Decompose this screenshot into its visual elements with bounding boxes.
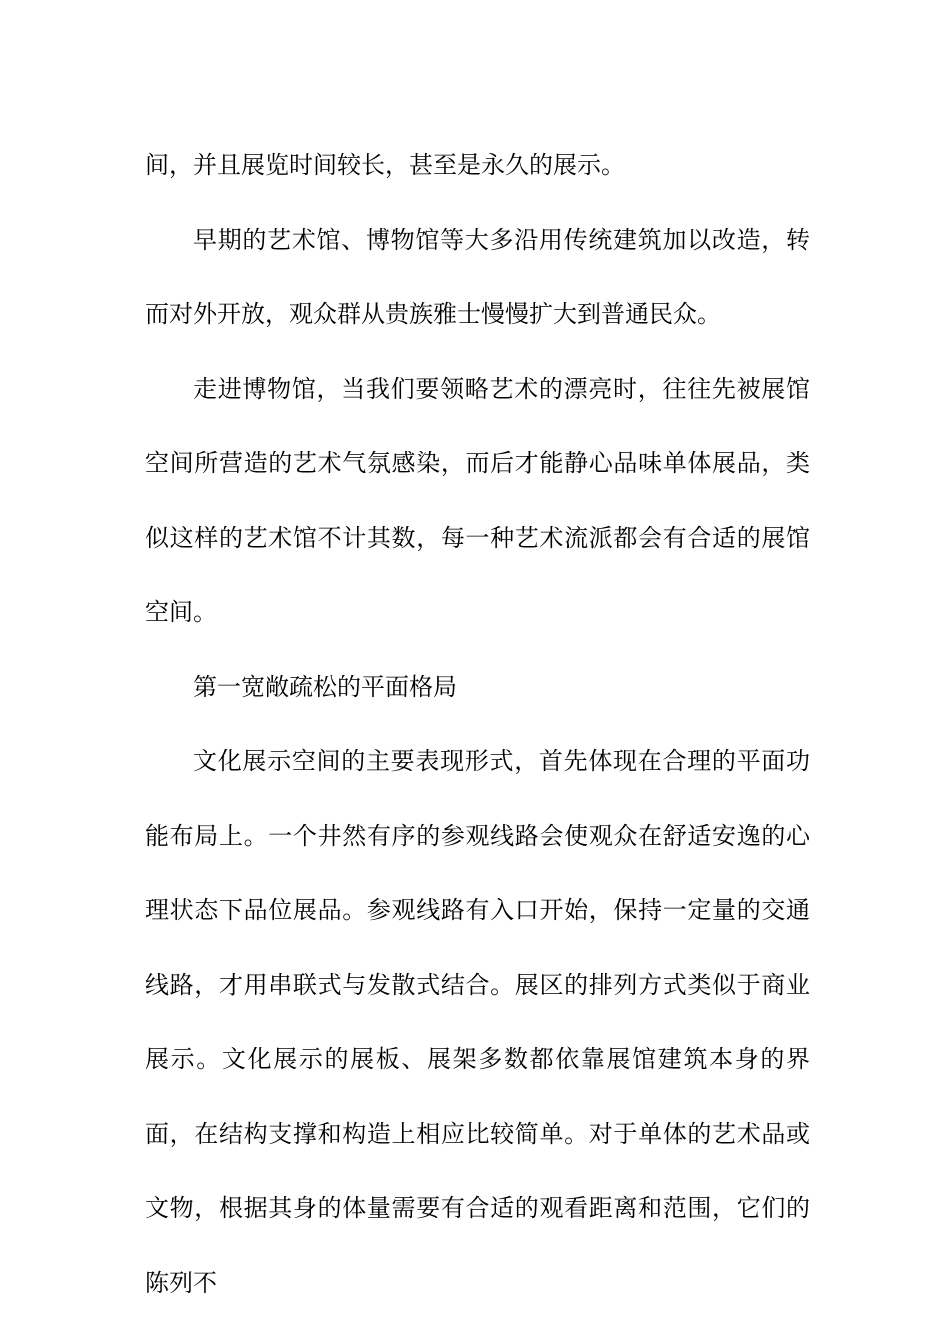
- paragraph-early-museums: 早期的艺术馆、博物馆等大多沿用传统建筑加以改造，转而对外开放，观众群从贵族雅士慢慢扩大到普通民众。: [145, 225, 810, 328]
- paragraph-continuation: 间，并且展览时间较长，甚至是永久的展示。: [145, 151, 625, 179]
- document-body: [145, 128, 810, 1320]
- paragraph-layout: 文化展示空间的主要表现形式，首先体现在合理的平面功能布局上。一个井然有序的参观线路会使观众在舒适安逸的心理状态下品位展品。参观线路有入口开始，保持一定量的交通线路，才用串联式与发散式结合。展区的排列方式类似于商业展示。文化展示的展板、展架多数都依靠展馆建筑本身的界面，在结构支撑和构造上相应比较简单。对于单体的艺术品或文物，根据其身的体量需要有合适的观看距离和范围，它们的陈列不: [145, 747, 810, 1297]
- section-heading: 第一宽敞疏松的平面格局: [193, 672, 457, 701]
- paragraph-entering-museum: 走进博物馆，当我们要领略艺术的漂亮时，往往先被展馆空间所营造的艺术气氛感染，而后才能静心品味单体展品，类似这样的艺术馆不计其数，每一种艺术流派都会有合适的展馆空间。: [145, 374, 810, 626]
